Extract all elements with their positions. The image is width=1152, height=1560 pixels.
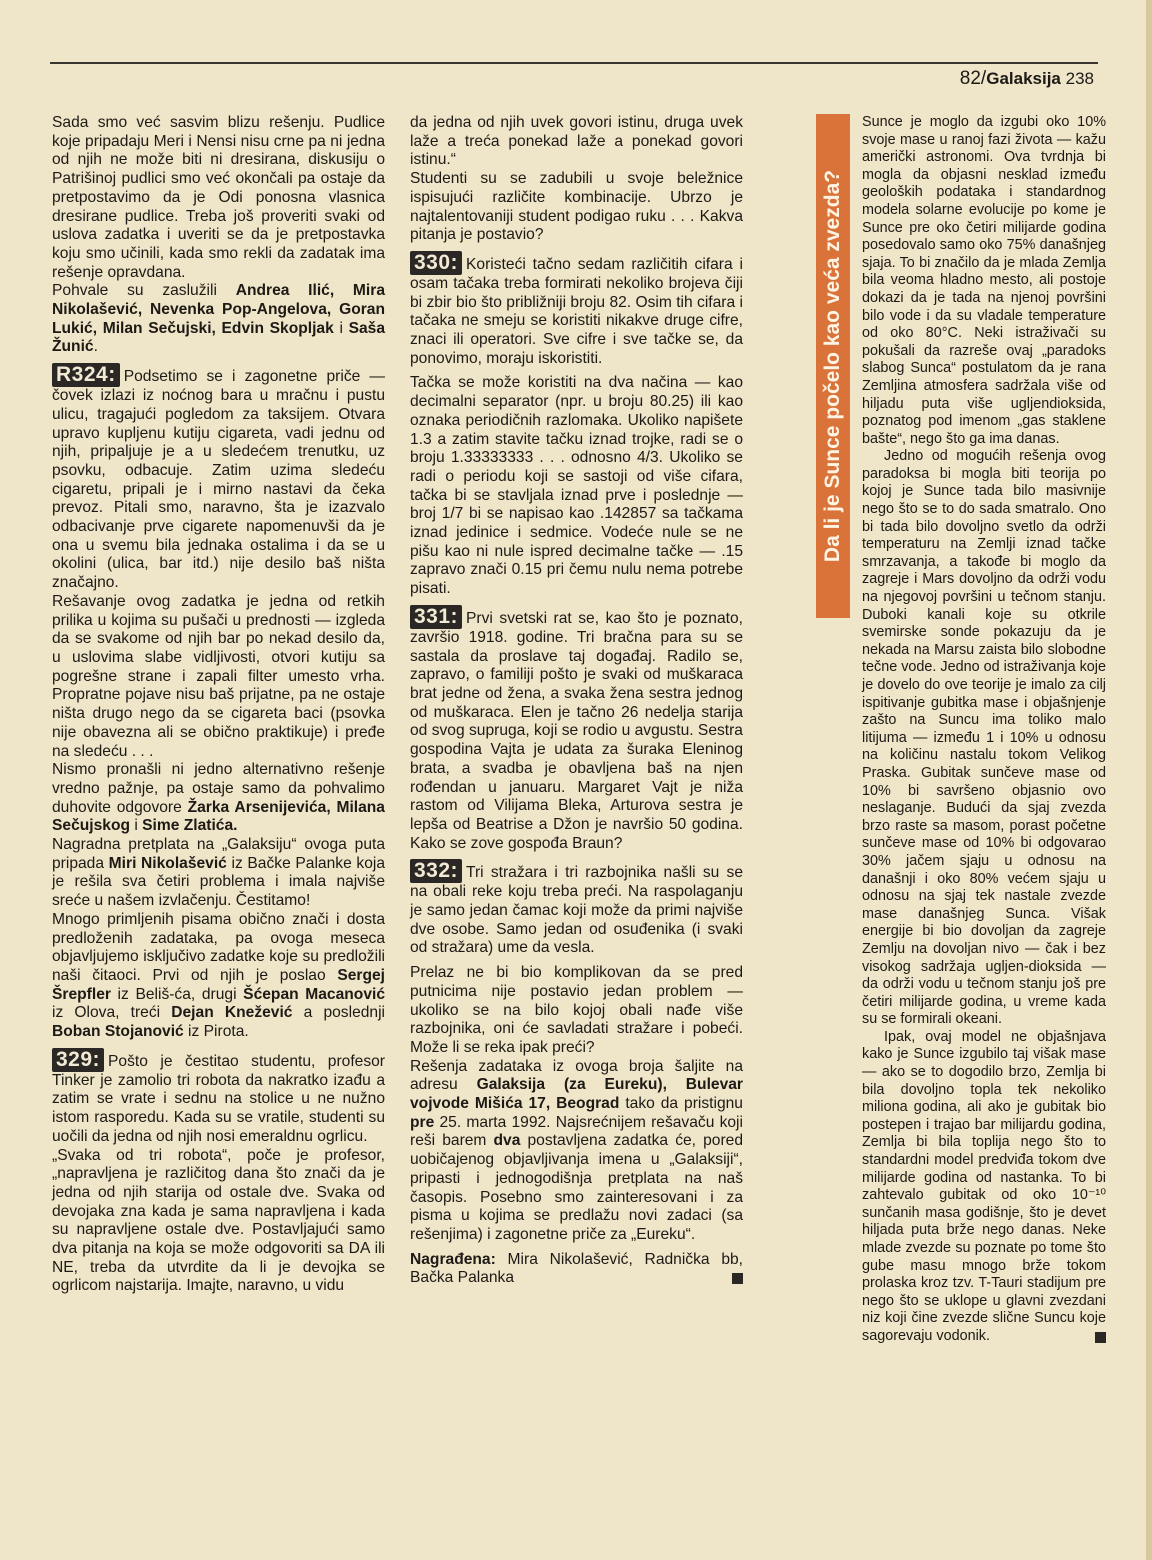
bold-label: Nagrađena: <box>410 1250 496 1268</box>
text: Podsetimo se i zagonetne priče — čovek izlazi iz noćnog bara u mračnu i pustu ulicu, tragajući pogledom za taksijem. Otvara upravo kupljenu kutiju cigareta, vadi jednu od njih, pripaljuje je a u sledećem trenutku, uz psovku, odbacuje. Zatim uzima sledeću cigaretu, pripali je i mirno nastavi da čeka prevoz. Pitali smo, naravno, šta je izazvalo odbacivanje prve cigarete napomenuvši da je ona u svemu bila jednaka ostalima i da se u okolini (ulica, bar itd.) nije desilo baš ništa značajno. <box>52 368 385 592</box>
text: Tri stražara i tri razbojnika našli su se na obali reke koju treba preći. Na raspolaganju je samo jedan čamac koji može da primi najviše dve osobe. Samo jedan od osuđenika (i svaki od stražara) ume da vesla. <box>410 864 743 957</box>
bold-names: Andrea Ilić, Mira Nikolašević, Nevenka Pop-Angelova, Goran Lukić, Milan Sečujski, Edvin Skopljak <box>52 282 385 337</box>
bold-name: Miri Nikolašević <box>108 854 227 872</box>
text: tako da pristignu <box>619 1095 743 1113</box>
paragraph: da jedna od njih uvek govori istinu, druga uvek laže a treća ponekad laže a ponekad govori istinu.“ <box>410 114 743 169</box>
page-number: 82/ <box>959 68 987 89</box>
paragraph <box>410 859 743 958</box>
paragraph <box>52 363 385 593</box>
paragraph: „Svaka od tri robota“, poče je profesor, „napravljena je različitog dana što znači da je jedna od njih starija od ostale dve. Svaka od devojaka zna kada je sama napravljena i kada su napravljene ostale dve. Postavljajući samo dva pitanja na koja se može odgovoriti sa DA ili NE, treba da utvrdite da li je devojka se ogrlicom najstarija. Imajte, naravno, u vidu <box>52 1146 385 1295</box>
paragraph: Sunce je moglo da izgubi oko 10% svoje mase u ranoj fazi života — kažu američki astronomi. Ova tvrdnja bi mogla da objasni nesklad između geoloških podataka i standardnog modela solarne evolucije po kome je Sunce pre oko četiri milijarde godina posedovalo samo oko 75% današnjeg sjaja. To bi značilo da je mlada Zemlja bila veoma hladno mesto, ali postoje dokazi da je tada na njenoj površini bilo vode i da su vladale temperature od oko 80°C. Neki istraživači su pokušali da razreše ovaj „paradoks slabog Sunca“ postulatom da je rana Zemljina atmosfera sadržala više od hiljadu puta više ugljendioksida, poznatog pod imenom „gas staklene bašte“, nego što ga ima danas. <box>862 114 1106 447</box>
text: postavljena zadatka će, pored uobičajenog objavljivanja imena u „Galaksiji“, pripasti i jednogodišnja pretplata na naš časopis. Posebno smo zainteresovani i za pisma u kojima se predlažu novi zadaci (sa rešenjima) i zagonetne priče za „Eureku“. <box>410 1132 743 1243</box>
bold-name: Boban Stojanović <box>52 1023 184 1041</box>
header-rule <box>50 62 1098 64</box>
paragraph <box>52 282 385 357</box>
bold-name: Saša Žunić <box>52 319 385 356</box>
text: Nismo pronašli ni jedno alternativno rešenje vredno pažnje, pa ostaje samo da pohvalimo duhovite odgovore <box>52 761 385 816</box>
text: Mnogo primljenih pisama obično znači i dosta predloženih zadataka, pa ovoga meseca objavljujemo isključivo zadatke koje su predložili naši čitaoci. Prvi od njih je poslao <box>52 910 385 984</box>
bold-names: Žarka Arsenijevića, Milana Sečujskog <box>52 798 385 835</box>
paragraph <box>52 761 385 836</box>
paragraph <box>410 1251 743 1288</box>
paragraph: Sada smo već sasvim blizu rešenju. Pudlice koje pripadaju Meri i Nensi nisu crne pa ni jedna od njih ne može biti ni dresirana, diskusiju o Patrišinoj pudlici smo već okončali pa ostaje da pretpostavimo da je Odi ponosna vlasnica dresirane pudlice. Treba još proveriti svaki od uslova zadatka i uveriti se da je pretpostavka koju smo učinili, kada smo rekli da zadatak ima rešenje opravdana. <box>52 114 385 281</box>
text: iz Olova, treći <box>52 1004 172 1022</box>
paragraph <box>410 251 743 369</box>
column-2 <box>410 114 743 1288</box>
paragraph: Studenti su se zadubili u svoje beležnice ispisujući različite kombinacije. Ubrzo je najtalentovaniji student podigao ruku . . . Kakva pitanja je postavio? <box>410 170 743 244</box>
text: i <box>333 319 349 337</box>
text: Nagradna pretplata na „Galaksiju“ ovoga puta pripada <box>52 836 385 872</box>
problem-badge: 331: <box>410 605 462 629</box>
text: Prvi svetski rat se, kao što je poznato, završio 1918. godine. Tri bračna para su se sastala da proslave taj događaj. Radilo se, zapravo, o familiji pošto je svaki od muškaraca brat jedne od žena, a svaka žena sestra jednog od muškaraca. Elen je tačno 26 nedelja starija od svog supruga, koji se rodio u avgustu. Sestra gospodina Vajta je udata za šuraka Eleninog brata, a svadba je obavljena baš na njen rođendan u januaru. Margaret Vajt je niža rastom od Vilijama Bleka, Arturova sestra je lepša od Beatrise a Džon je navršio 50 godina. Kako se zove gospođa Braun? <box>410 609 743 852</box>
text: Koristeći tačno sedam različitih cifara i osam tačaka treba formirati nekoliko brojeva čiji bi zbir bio što približniji broju 82. Osim tih cifara i tačaka ne smeju se koristiti nikakve druge cifre, znaci ili operatori. Sve cifre i sve tačke se, da ponovimo, moraju iskoristiti. <box>410 255 743 367</box>
text: Rešenja zadataka iz ovoga broja šaljite na adresu <box>410 1057 743 1094</box>
text: iz Pirota. <box>183 1023 249 1041</box>
paragraph: Tačka se može koristiti na dva načina — kao decimalni separator (npr. u broju 80.25) ili kao oznaka periodičnih razlomaka. Ukoliko napišete 1.3 a zatim stavite tačku iznad trojke, radi se o broju 1.33333333 . . . odnosno 4/3. Ukoliko se radi o periodu koji se sastoji od više cifara, tačka bi se stavljala iznad prve i poslednje — broj 1/7 bi se napisao kao .142857 sa tačkama iznad jedinice i sedmice. Vodeće nule se ne pišu kao ni nule ispred decimalne tačke — .15 zapravo znači 0.15 pri čemu nulu nema potrebe pisati. <box>410 374 743 598</box>
paragraph <box>862 1029 1106 1346</box>
paragraph <box>52 911 385 1042</box>
page-folio <box>960 68 1094 90</box>
paragraph: Prelaz ne bi bio komplikovan da se pred putnicima nije postavio jedan problem — ukoliko se na bilo kojoj obali nađe više razbojnika, oni će savladati stražare i pobeći. Može li se reka ipak preći? <box>410 964 743 1056</box>
text: 25. marta 1992. Najsrećnijem rešavaču koji reši barem <box>410 1113 743 1150</box>
text: Pošto je čestitao studentu, profesor Tinker je zamolio tri robota da nakratko izađu a zatim se vrate i sednu na stolice u ne nužno istom rasporedu. Kada su se vratile, studenti su uočili da jedna od njih nosi emeraldnu ogrlicu. <box>52 1052 385 1145</box>
end-square-icon <box>1095 1332 1106 1343</box>
page-edge <box>1146 0 1152 1560</box>
paragraph: Rešavanje ovog zadatka je jedna od retkih prilika u kojima su pušači u prednosti — izgleda da se svakome od njih bar po nekad desilo da, u uslovima slabe vidljivosti, otvori kutiju sa pogrešne strane i zapali filter umesto vrha. Propratne pojave nisu baš prijatne, pa ne ostaje ništa drugo nego da se cigareta baci (psovka nije obavezna ali se obično praktikuje) i pređe na sledeću . . . <box>52 592 385 760</box>
magazine-name: Galaksija <box>986 69 1061 88</box>
text: Ipak, ovaj model ne objašnjava kako je Sunce izgubilo taj višak mase — ako se to dogodilo brzo, Zemlja bi bila dovoljno topla tek nekoliko miliona godina, ali ako je gubitak bio postepen i trajao bar milijardu godina, Zemlja bi bila toplija nego što to standardni model predviđa tokom dve milijarde godina od nastanka. To bi zahtevalo gubitak od oko 10⁻¹⁰ sunčanih masa godišnje, što je devet hiljada puta brže nego danas. Neke mlade zvezde su poznate po tome što gube masu mnogo brže tokom prolaska kroz tzv. T-Tauri stadijum pre nego što se uklope u glavni zvezdani niz koji čine zvezde slične Suncu koje sagorevaju vodonik. <box>862 1028 1106 1344</box>
text: Pohvale su zaslužili <box>52 282 236 300</box>
address: Galaksija (za Eureku), Bulevar vojvode Mišića 17, Beograd <box>410 1076 743 1113</box>
bold-name: Sime Zlatića. <box>142 817 238 835</box>
paragraph: Jedno od mogućih rešenja ovog paradoksa bi mogla biti teorija po kojoj je Sunce tada bilo masivnije nego što se to do sada smatralo. Ono bi tada bilo dovoljno svetlo da održi temperaturu na Zemlji iznad tačke smrzavanja, a takođe bi moglo da zagreje i Mars dovoljno da održi vodu na njegovoj površini u tečnom stanju. Duboki kanali koje su otkrile svemirske sonde pokazuju da je nekada na Marsu zaista bilo slobodne tečne vode. Jedno od istraživanja koje je dovelo do ove teorije je imalo za cilj ispitivanje gubitka mase i objašnjenje zašto na Suncu ima toliko malo litijuma — između 1 i 10% u odnosu na količinu nastalu tokom Velikog Praska. Gubitak sunčeve mase od 10% bi savršeno objasnio ovo neslaganje. Budući da sjaj zvezda brzo raste sa masom, porast početne sunčeve mase od 10% bi odgovarao 30% jačem sjaju u odnosu na današnji i oko 80% većem sjaju u odnosu na sjaj tek nastale zvezde mase današnjeg Sunca. Višak energije bi bio dovoljan da zagreje Zemlju na dovoljan nivo — čak i bez visokog sadržaja ugljen-dioksida — da održi vodu u tečnom stanju još pre četiri milijarde godina, u vreme kada su se formirali okeani. <box>862 448 1106 1028</box>
problem-badge: 332: <box>410 859 462 883</box>
paragraph <box>52 836 385 911</box>
paragraph <box>410 1058 743 1245</box>
text: Mira Nikolašević, Radnička bb, Bačka Palanka <box>410 1250 743 1287</box>
problem-badge: 330: <box>410 251 462 275</box>
column-1 <box>52 114 385 1296</box>
problem-badge: R324: <box>52 363 120 387</box>
column-3 <box>862 114 1106 1346</box>
paragraph <box>52 1048 385 1147</box>
text: iz Beliš-ća, drugi <box>110 985 244 1003</box>
end-square-icon <box>732 1273 743 1284</box>
bold-name: Dejan Knežević <box>171 1004 293 1022</box>
bold-name: Šćepan Macanović <box>243 985 385 1003</box>
paragraph <box>410 605 743 853</box>
bold-word: pre <box>410 1113 435 1131</box>
article-title: Da li je Sunce počelo kao veća zvezda? <box>821 169 844 563</box>
bold-name: Sergej Šrepfler <box>52 966 385 1003</box>
article-title-bar <box>816 114 850 618</box>
bold-word: dva <box>493 1132 521 1150</box>
problem-badge: 329: <box>52 1048 104 1072</box>
issue-number: 238 <box>1065 69 1094 88</box>
text: a poslednji <box>292 1004 386 1022</box>
text: iz Bačke Palanke koja je rešila sva četiri problema i imala najviše sreće u našem izvlačenju. Čestitamo! <box>52 854 385 910</box>
text: . <box>93 338 98 356</box>
text: i <box>130 817 143 835</box>
